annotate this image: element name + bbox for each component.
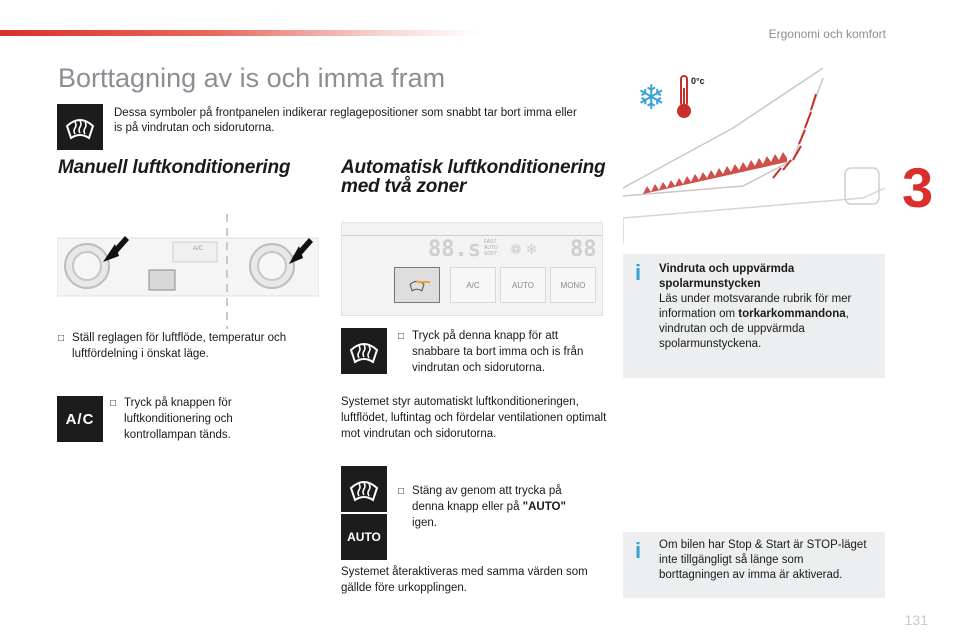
- automatic-heading-line2: med två zoner: [341, 176, 467, 197]
- panel-mono-button: MONO: [550, 267, 596, 303]
- panel-divider: [342, 235, 602, 236]
- auto-icon-label: AUTO: [347, 530, 381, 544]
- fan-icon: ❁ ❄: [510, 241, 538, 257]
- panel-mode-soft: SOFT: [484, 251, 498, 257]
- intro-text: Dessa symboler på frontpanelen indikerar reglagepositioner som snabbt tar bort imma eller is på vindrutan och sidorutorna.: [114, 107, 577, 134]
- automatic-heading: [341, 158, 611, 196]
- auto-bullet-2-bold: "AUTO": [522, 501, 566, 513]
- bullet-marker-icon: □: [58, 333, 65, 344]
- bullet-marker-icon: □: [398, 331, 405, 342]
- manual-bullet-1-text: Ställ reglagen för luftflöde, temperatur och luftfördelning i önskat läge.: [72, 332, 287, 360]
- info-icon: i: [635, 538, 642, 563]
- panel-mode-fast: FAST: [484, 239, 497, 245]
- auto-bullet-2-text: [412, 483, 593, 531]
- panel-ac-label: A/C: [193, 246, 204, 252]
- automatic-control-panel: [341, 222, 603, 316]
- auto-paragraph-1: Systemet styr automatiskt luftkonditioneringen, luftflödet, luftintag och fördelar ventilationen optimalt mot vindrutan och sidorutorna.: [341, 396, 607, 440]
- defrost-icon-off: [341, 466, 387, 512]
- section-title: Ergonomi och komfort: [768, 27, 886, 41]
- panel-auto-button: AUTO: [500, 267, 546, 303]
- manual-bullet-1: [58, 330, 318, 362]
- manual-bullet-2: [110, 395, 270, 443]
- auto-bullet-1: [398, 328, 598, 376]
- manual-heading: Manuell luftkonditionering: [58, 157, 291, 178]
- manual-bullet-2-text: Tryck på knappen för luftkonditionering och kontrollampan tänds.: [124, 397, 233, 441]
- defrost-icon: [57, 104, 103, 150]
- panel-display-2: 88: [570, 237, 597, 262]
- header-accent-bar: [0, 30, 480, 36]
- info-box-1-title: Vindruta och uppvärmda spolarmunstycken: [659, 263, 795, 290]
- panel-ac-button: A/C: [450, 267, 496, 303]
- indicator-lamp: [416, 281, 430, 283]
- bullet-marker-icon: □: [398, 486, 405, 497]
- panel-mode-labels: [484, 239, 498, 257]
- auto-bullet-2: [398, 483, 593, 531]
- info-box-1-body-post: , vindrutan och de uppvärmda spolarmunstyckena.: [659, 308, 849, 350]
- info-box-stop-start: [623, 532, 885, 598]
- auto-paragraph-2: Systemet återaktiveras med samma värden som gällde före urkopplingen.: [341, 566, 588, 594]
- bullet-marker-icon: □: [110, 398, 117, 409]
- info-box-1-text: [659, 262, 875, 352]
- page-number: 131: [904, 612, 928, 628]
- defrost-panel-button: [394, 267, 440, 303]
- automatic-heading-line1: Automatisk luftkonditionering: [341, 157, 606, 178]
- auto-icon: [341, 514, 387, 560]
- ac-icon-label: A/C: [65, 410, 95, 428]
- defrost-icon-auto: [341, 328, 387, 374]
- ac-icon: [57, 396, 103, 442]
- info-box-windshield: [623, 254, 885, 378]
- info-box-2-text: Om bilen har Stop & Start är STOP-läget inte tillgängligt så länge som borttagningen av imma är aktiverad.: [659, 539, 867, 581]
- info-icon: i: [635, 260, 642, 285]
- manual-control-panel: [57, 214, 319, 329]
- page-title: Borttagning av is och imma fram: [58, 63, 446, 93]
- panel-display: 88.s: [428, 237, 481, 262]
- chapter-number: 3: [902, 156, 934, 219]
- windshield-illustration: [623, 68, 885, 244]
- auto-bullet-1-text: Tryck på denna knapp för att snabbare ta bort imma och is från vindrutan och sidorutorna.: [412, 330, 584, 374]
- temperature-label: 0°c: [691, 76, 705, 86]
- info-box-1-body-pre: Läs under motsvarande rubrik för mer information om: [659, 293, 852, 320]
- snowflake-icon: ❄: [637, 79, 666, 117]
- panel-mode-auto: AUTO: [484, 245, 498, 251]
- info-box-1-body-bold: torkarkommandona: [738, 308, 846, 320]
- auto-bullet-2-post: igen.: [412, 517, 437, 529]
- auto-bullet-2-pre: Stäng av genom att trycka på denna knapp eller på: [412, 485, 562, 513]
